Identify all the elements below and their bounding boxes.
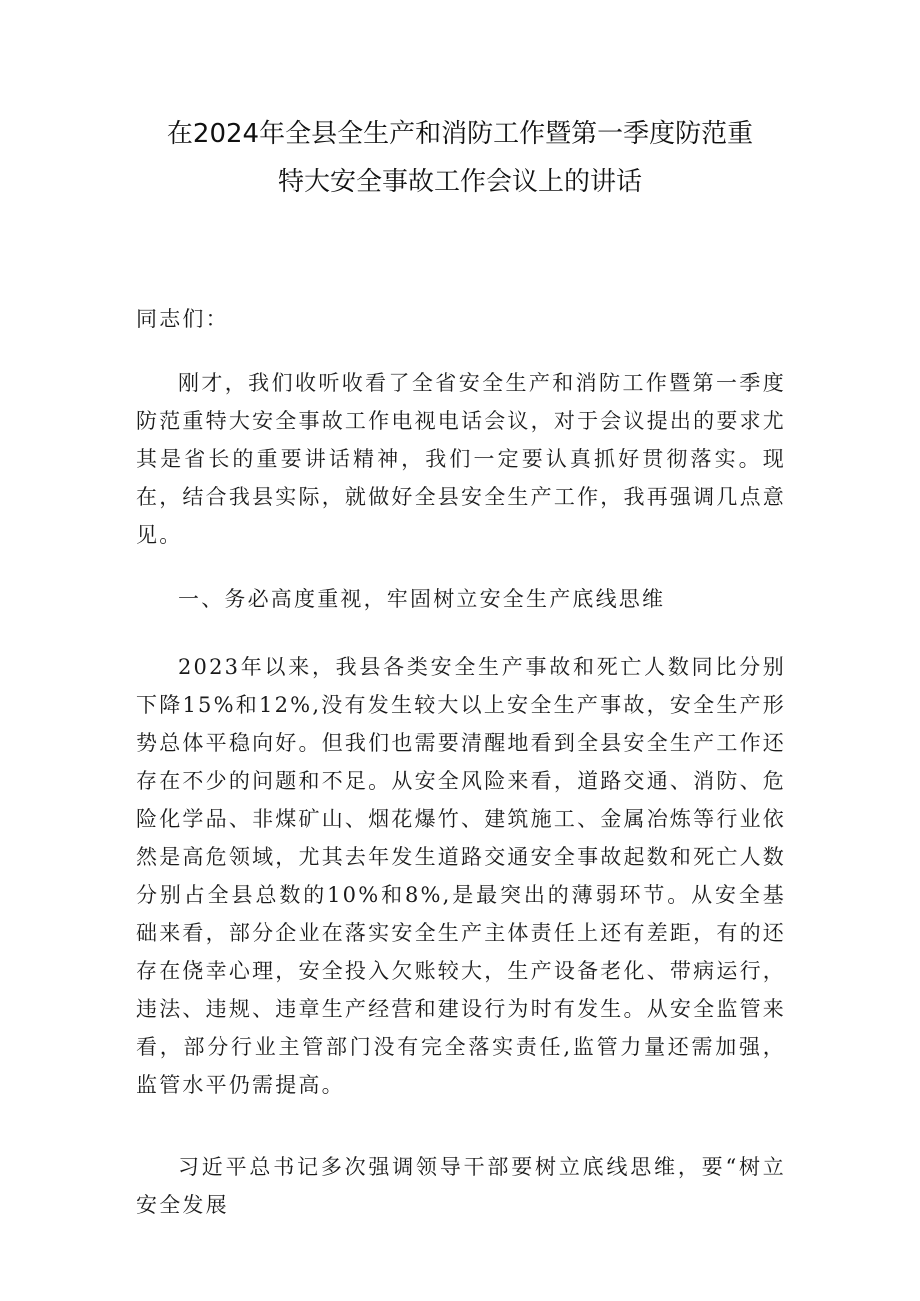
salutation: 同志们： <box>136 307 229 331</box>
document-title-line-2: 特大安全事故工作会议上的讲话 <box>277 167 642 197</box>
paragraph-3: 习近平总书记多次强调领导干部要树立底线思维，要“树立安全发展 <box>136 1155 786 1217</box>
document-title-line-1: 在2024年全县全生产和消防工作暨第一季度防范重 <box>166 119 754 149</box>
section-heading-1: 一、务必高度重视，牢固树立安全生产底线思维 <box>178 587 666 611</box>
paragraph-2: 2023年以来，我县各类安全生产事故和死亡人数同比分别下降15%和12%,没有发生较大以上安全生产事故，安全生产形势总体平稳向好。但我们也需要清醒地看到全县安全生产工作还存在不少的问题和不足。从安全风险来看，道路交通、消防、危险化学品、非煤矿山、烟花爆竹、建筑施工、金属冶炼等行业依然是高危领域，尤其去年发生道路交通安全事故起数和死亡人数分别占全县总数的10%和8%,是最突出的薄弱环节。从安全基础来看，部分企业在落实安全生产主体责任上还有差距，有的还存在侥幸心理，安全投入欠账较大，生产设备老化、带病运行，违法、违规、违章生产经营和建设行为时有发生。从安全监管来看，部分行业主管部门没有完全落实责任,监管力量还需加强，监管水平仍需提高。 <box>136 655 786 1097</box>
paragraph-1: 刚才，我们收听收看了全省安全生产和消防工作暨第一季度防范重特大安全事故工作电视电话会议，对于会议提出的要求尤其是省长的重要讲话精神，我们一定要认真抓好贯彻落实。现在，结合我县实际，就做好全县安全生产工作，我再强调几点意见。 <box>136 371 786 547</box>
